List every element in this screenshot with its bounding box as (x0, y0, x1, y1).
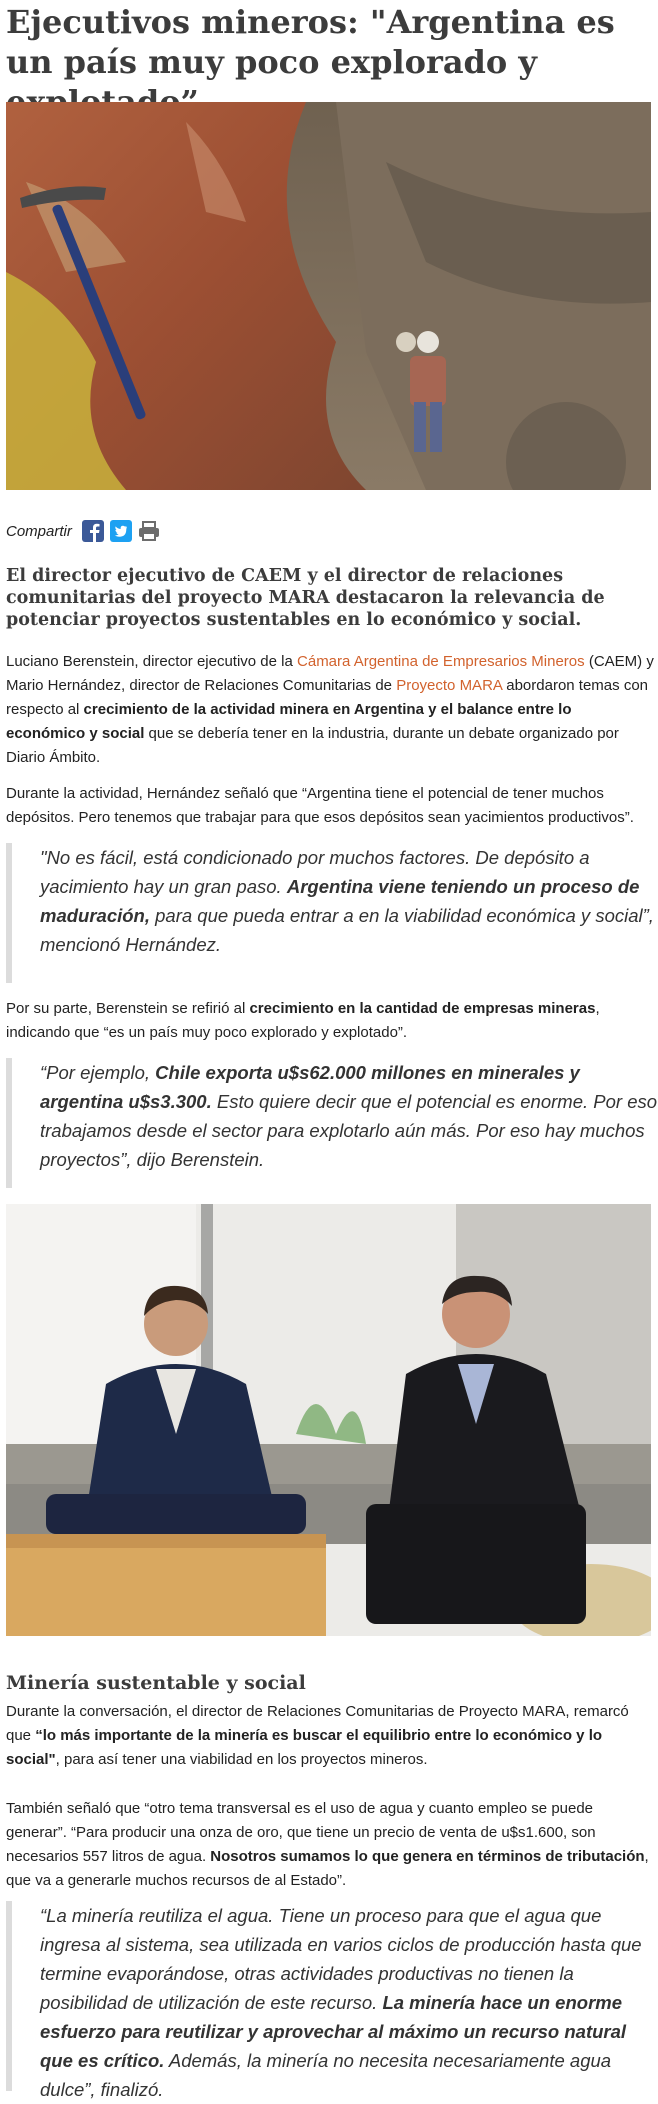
paragraph-4: Durante la conversación, el director de Relaciones Comunitarias de Proyecto MARA, remarcó que “lo más importante de la minería es buscar el equilibrio entre lo económico y lo social", para así tener una viabilidad en los proyectos mineros. (6, 1703, 629, 1768)
photo-executives-on-sofa (6, 1204, 651, 1636)
paragraph-5: También señaló que “otro tema transversal es el uso de agua y cuanto empleo se puede generar”. “Para producir una onza de oro, que tiene un precio de venta de u$s1.600, son necesarios 557 litros de agua. Nosotros sumamos lo que genera en términos de tributación, que va a generarle muchos recursos de al Estado”. (6, 1800, 649, 1889)
hero-image-miner (6, 102, 651, 490)
link-caem[interactable]: Cámara Argentina de Empresarios Mineros (297, 653, 585, 670)
section-heading: Minería sustentable y social (6, 1672, 306, 1694)
paragraph-3: Por su parte, Berenstein se refirió al crecimiento en la cantidad de empresas mineras, indicando que “es un país muy poco explorado y explotado”. (6, 1000, 600, 1041)
quote-hernandez: "No es fácil, está condicionado por muchos factores. De depósito a yacimiento hay un gran paso. Argentina viene teniendo un proceso de maduración, para que pueda entrar a en la viabilidad económica y social”, mencionó Hernández. (6, 843, 658, 983)
quote-water: “La minería reutiliza el agua. Tiene un proceso para que el agua que ingresa al sistema, sea utilizada en varios ciclos de producción hasta que termine evaporándose, otras actividades productivas no tienen la posibilidad de utilización de este recurso. La minería hace un enorme esfuerzo para reutilizar y aprovechar al máximo un recurso natural que es crítico. Además, la minería no necesita necesariamente agua dulce”, finalizó. (6, 1901, 658, 2091)
link-proyecto-mara[interactable]: Proyecto MARA (396, 677, 503, 694)
article-lead: El director ejecutivo de CAEM y el director de relaciones comunitarias del proyecto MARA destacaron la relevancia de potenciar proyectos sustentables en lo económico y social. (6, 566, 605, 630)
twitter-icon[interactable] (110, 520, 132, 542)
facebook-icon[interactable] (82, 520, 104, 542)
share-label: Compartir (6, 522, 72, 540)
paragraph-2: Durante la actividad, Hernández señaló que “Argentina tiene el potencial de tener muchos depósitos. Pero tenemos que trabajar para que esos depósitos sean yacimientos productivos”. (6, 785, 634, 826)
share-bar (6, 518, 160, 544)
paragraph-1: Luciano Berenstein, director ejecutivo de la Cámara Argentina de Empresarios Mineros (CAEM) y Mario Hernández, director de Relaciones Comunitarias de Proyecto MARA abordaron temas con respecto al crecimiento de la actividad minera en Argentina y el balance entre lo económico y social que se debería tener en la industria, durante un debate organizado por Diario Ámbito. (6, 653, 654, 766)
article-title: Ejecutivos mineros: "Argentina es un país muy poco explorado y (6, 3, 615, 81)
print-icon[interactable] (138, 520, 160, 542)
quote-berenstein: “Por ejemplo, Chile exporta u$s62.000 millones en minerales y argentina u$s3.300. Esto quiere decir que el potencial es enorme. Por eso trabajamos desde el sector para explotarlo aún más. Por eso hay muchos proyectos”, dijo Berenstein. (6, 1058, 658, 1188)
